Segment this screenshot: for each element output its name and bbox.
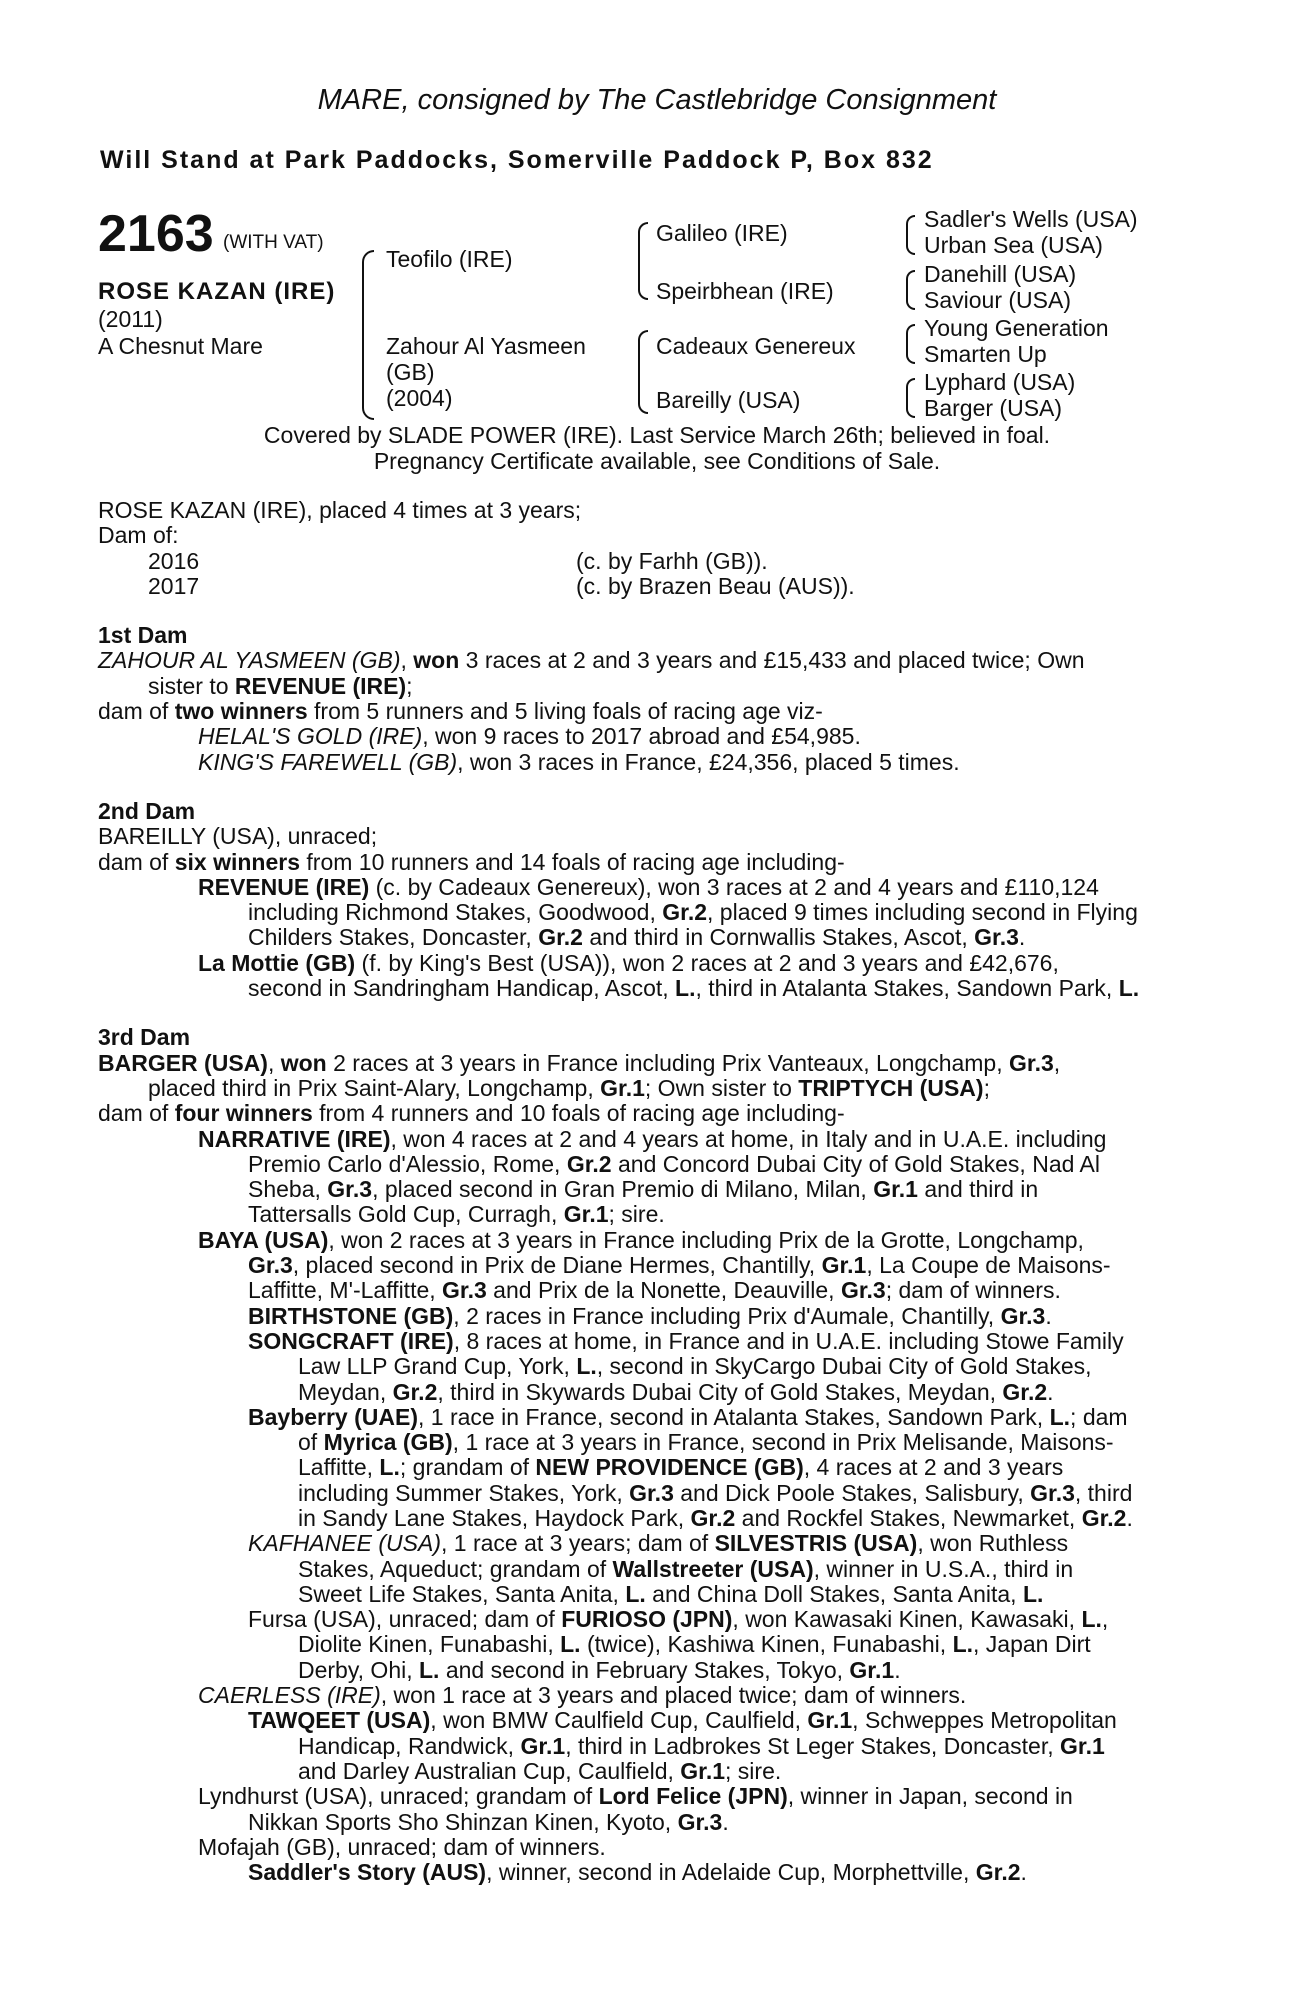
third-dam-line: Saddler's Story (AUS), winner, second in Adelaide Cup, Morphettville, Gr.2. <box>248 1859 1027 1886</box>
pedigree-dam-dam: Bareilly (USA) <box>656 387 801 413</box>
pedigree-dss: Young Generation <box>924 315 1109 341</box>
pedigree-sdd: Saviour (USA) <box>924 287 1071 313</box>
second-dam-line: including Richmond Stakes, Goodwood, Gr.2, placed 9 times including second in Flying <box>248 899 1138 926</box>
third-dam-line: Premio Carlo d'Alessio, Rome, Gr.2 and Concord Dubai City of Gold Stakes, Nad Al <box>248 1150 1100 1177</box>
pedigree-sire-dam: Speirbhean (IRE) <box>656 278 834 304</box>
produce-row <box>98 574 1198 599</box>
horse-description: A Chesnut Mare <box>98 333 263 359</box>
third-dam-line: KAFHANEE (USA), 1 race at 3 years; dam of SILVESTRIS (USA), won Ruthless <box>248 1530 1069 1557</box>
horse-name: ROSE KAZAN (IRE) <box>98 278 336 305</box>
second-dam-line: dam of six winners from 10 runners and 14 foals of racing age including- <box>98 848 845 875</box>
second-dam-line: La Mottie (GB) (f. by King's Best (USA)), won 2 races at 2 and 3 years and £42,676, <box>198 949 1059 976</box>
pedigree-sss: Sadler's Wells (USA) <box>924 206 1138 232</box>
first-dam-line: sister to REVENUE (IRE); <box>148 672 413 699</box>
pedigree-sds: Danehill (USA) <box>924 261 1077 287</box>
third-dam-line: Sweet Life Stakes, Santa Anita, L. and China Doll Stakes, Santa Anita, L. <box>298 1580 1044 1607</box>
stand-location: Will Stand at Park Paddocks, Somerville Paddock P, Box 832 <box>100 146 934 174</box>
second-dam-line: REVENUE (IRE) (c. by Cadeaux Genereux), won 3 races at 2 and 4 years and £110,124 <box>198 873 1099 900</box>
third-dam-line: of Myrica (GB), 1 race at 3 years in France, second in Prix Melisande, Maisons- <box>298 1429 1114 1456</box>
third-dam-line: Derby, Ohi, L. and second in February Stakes, Tokyo, Gr.1. <box>298 1656 901 1683</box>
third-dam-line: Laffitte, M'-Laffitte, Gr.3 and Prix de la Nonette, Deauville, Gr.3; dam of winners. <box>248 1277 1061 1304</box>
third-dam-line: CAERLESS (IRE), won 1 race at 3 years and placed twice; dam of winners. <box>198 1682 967 1709</box>
third-dam-line: placed third in Prix Saint-Alary, Longchamp, Gr.1; Own sister to TRIPTYCH (USA); <box>148 1074 990 1101</box>
pedigree-brace-3 <box>906 324 915 364</box>
third-dam-line: in Sandy Lane Stakes, Haydock Park, Gr.2 and Rockfel Stakes, Newmarket, Gr.2. <box>298 1504 1133 1531</box>
pedigree-brace-sire <box>638 222 648 300</box>
first-dam-heading: 1st Dam <box>98 622 188 649</box>
third-dam-line: Stakes, Aqueduct; grandam of Wallstreeter (USA), winner in U.S.A., third in <box>298 1555 1074 1582</box>
third-dam-line: Fursa (USA), unraced; dam of FURIOSO (JPN), won Kawasaki Kinen, Kawasaki, L., <box>248 1606 1109 1633</box>
third-dam-heading: 3rd Dam <box>98 1024 191 1051</box>
produce-year: 2016 <box>148 547 200 574</box>
pedigree-sire-sire: Galileo (IRE) <box>656 220 788 246</box>
third-dam-line: Lyndhurst (USA), unraced; grandam of Lord Felice (JPN), winner in Japan, second in <box>198 1783 1073 1810</box>
catalogue-body <box>98 498 1198 1885</box>
third-dam-line: Diolite Kinen, Funabashi, L. (twice), Kashiwa Kinen, Funabashi, L., Japan Dirt <box>298 1631 1091 1658</box>
pedigree-dam-year: (2004) <box>386 385 453 411</box>
second-dam-line: Childers Stakes, Doncaster, Gr.2 and third in Cornwallis Stakes, Ascot, Gr.3. <box>248 924 1026 951</box>
third-dam-line: Nikkan Sports Sho Shinzan Kinen, Kyoto, Gr.3. <box>248 1808 729 1835</box>
third-dam-line: Tattersalls Gold Cup, Curragh, Gr.1; sire. <box>248 1201 665 1228</box>
lot-number: 2163 <box>98 205 214 263</box>
third-dam-line: NARRATIVE (IRE), won 4 races at 2 and 4 years at home, in Italy and in U.A.E. including <box>198 1125 1107 1152</box>
vat-note: (WITH VAT) <box>223 232 324 253</box>
produce-detail: (c. by Farhh (GB)). <box>576 547 768 574</box>
pedigree-dsd: Smarten Up <box>924 341 1047 367</box>
second-dam-heading: 2nd Dam <box>98 797 196 824</box>
third-dam-line: and Darley Australian Cup, Caulfield, Gr.1; sire. <box>298 1757 782 1784</box>
third-dam-line: including Summer Stakes, York, Gr.3 and Dick Poole Stakes, Salisbury, Gr.3, third <box>298 1479 1133 1506</box>
third-dam-line: SONGCRAFT (IRE), 8 races at home, in France and in U.A.E. including Stowe Family <box>248 1327 1124 1354</box>
first-dam-line: ZAHOUR AL YASMEEN (GB), won 3 races at 2 and 3 years and £15,433 and placed twice; Own <box>98 647 1085 674</box>
third-dam-line: BAYA (USA), won 2 races at 3 years in France including Prix de la Grotte, Longchamp, <box>198 1226 1084 1253</box>
pedigree-dam-country: (GB) <box>386 359 435 385</box>
produce-dam-of: Dam of: <box>98 522 179 549</box>
third-dam-line: Laffitte, L.; grandam of NEW PROVIDENCE (GB), 4 races at 2 and 3 years <box>298 1454 1064 1481</box>
pedigree-ssd: Urban Sea (USA) <box>924 232 1103 258</box>
pregnancy-line: Pregnancy Certificate available, see Conditions of Sale. <box>373 448 941 474</box>
third-dam-line: BIRTHSTONE (GB), 2 races in France including Prix d'Aumale, Chantilly, Gr.3. <box>248 1302 1052 1329</box>
produce-year: 2017 <box>148 572 200 599</box>
horse-year: (2011) <box>98 306 163 332</box>
pedigree-dam: Zahour Al Yasmeen <box>386 333 586 359</box>
pedigree-dds: Lyphard (USA) <box>924 369 1076 395</box>
pedigree-dam-sire: Cadeaux Genereux <box>656 333 856 359</box>
third-dam-line: Bayberry (UAE), 1 race in France, second in Atalanta Stakes, Sandown Park, L.; dam <box>248 1403 1128 1430</box>
second-dam-line: BAREILLY (USA), unraced; <box>98 823 378 850</box>
first-dam-line: KING'S FAREWELL (GB), won 3 races in France, £24,356, placed 5 times. <box>198 748 960 775</box>
pedigree-brace-dam <box>638 330 648 414</box>
third-dam-line: TAWQEET (USA), won BMW Caulfield Cup, Caulfield, Gr.1, Schweppes Metropolitan <box>248 1707 1117 1734</box>
second-dam-line: second in Sandringham Handicap, Ascot, L., third in Atalanta Stakes, Sandown Park, L. <box>248 975 1140 1002</box>
third-dam-line: Sheba, Gr.3, placed second in Gran Premio di Milano, Milan, Gr.1 and third in <box>248 1176 1039 1203</box>
produce-row <box>98 549 1198 574</box>
third-dam-line: BARGER (USA), won 2 races at 3 years in France including Prix Vanteaux, Longchamp, Gr.3, <box>98 1049 1061 1076</box>
first-dam-line: HELAL'S GOLD (IRE), won 9 races to 2017 abroad and £54,985. <box>198 723 861 750</box>
pedigree-brace-4 <box>906 378 915 418</box>
third-dam-line: dam of four winners from 4 runners and 10 foals of racing age including- <box>98 1100 845 1127</box>
catalogue-header: MARE, consigned by The Castlebridge Consignment <box>317 84 997 116</box>
first-dam-line: dam of two winners from 5 runners and 5 living foals of racing age viz- <box>98 698 823 725</box>
pedigree-brace-2 <box>906 270 915 310</box>
third-dam-line: Mofajah (GB), unraced; dam of winners. <box>198 1833 606 1860</box>
pedigree-brace-1 <box>906 215 915 255</box>
produce-intro: ROSE KAZAN (IRE), placed 4 times at 3 years; <box>98 497 582 523</box>
pedigree-brace-main <box>362 250 374 420</box>
covered-line: Covered by SLADE POWER (IRE). Last Service March 26th; believed in foal. <box>263 422 1051 448</box>
third-dam-line: Meydan, Gr.2, third in Skywards Dubai City of Gold Stakes, Meydan, Gr.2. <box>298 1378 1054 1405</box>
produce-detail: (c. by Brazen Beau (AUS)). <box>576 572 855 599</box>
third-dam-line: Gr.3, placed second in Prix de Diane Hermes, Chantilly, Gr.1, La Coupe de Maisons- <box>248 1252 1111 1279</box>
pedigree-ddd: Barger (USA) <box>924 395 1063 421</box>
third-dam-line: Handicap, Randwick, Gr.1, third in Ladbrokes St Leger Stakes, Doncaster, Gr.1 <box>298 1732 1105 1759</box>
third-dam-line: Law LLP Grand Cup, York, L., second in SkyCargo Dubai City of Gold Stakes, <box>298 1353 1092 1380</box>
pedigree-sire: Teofilo (IRE) <box>386 246 513 272</box>
